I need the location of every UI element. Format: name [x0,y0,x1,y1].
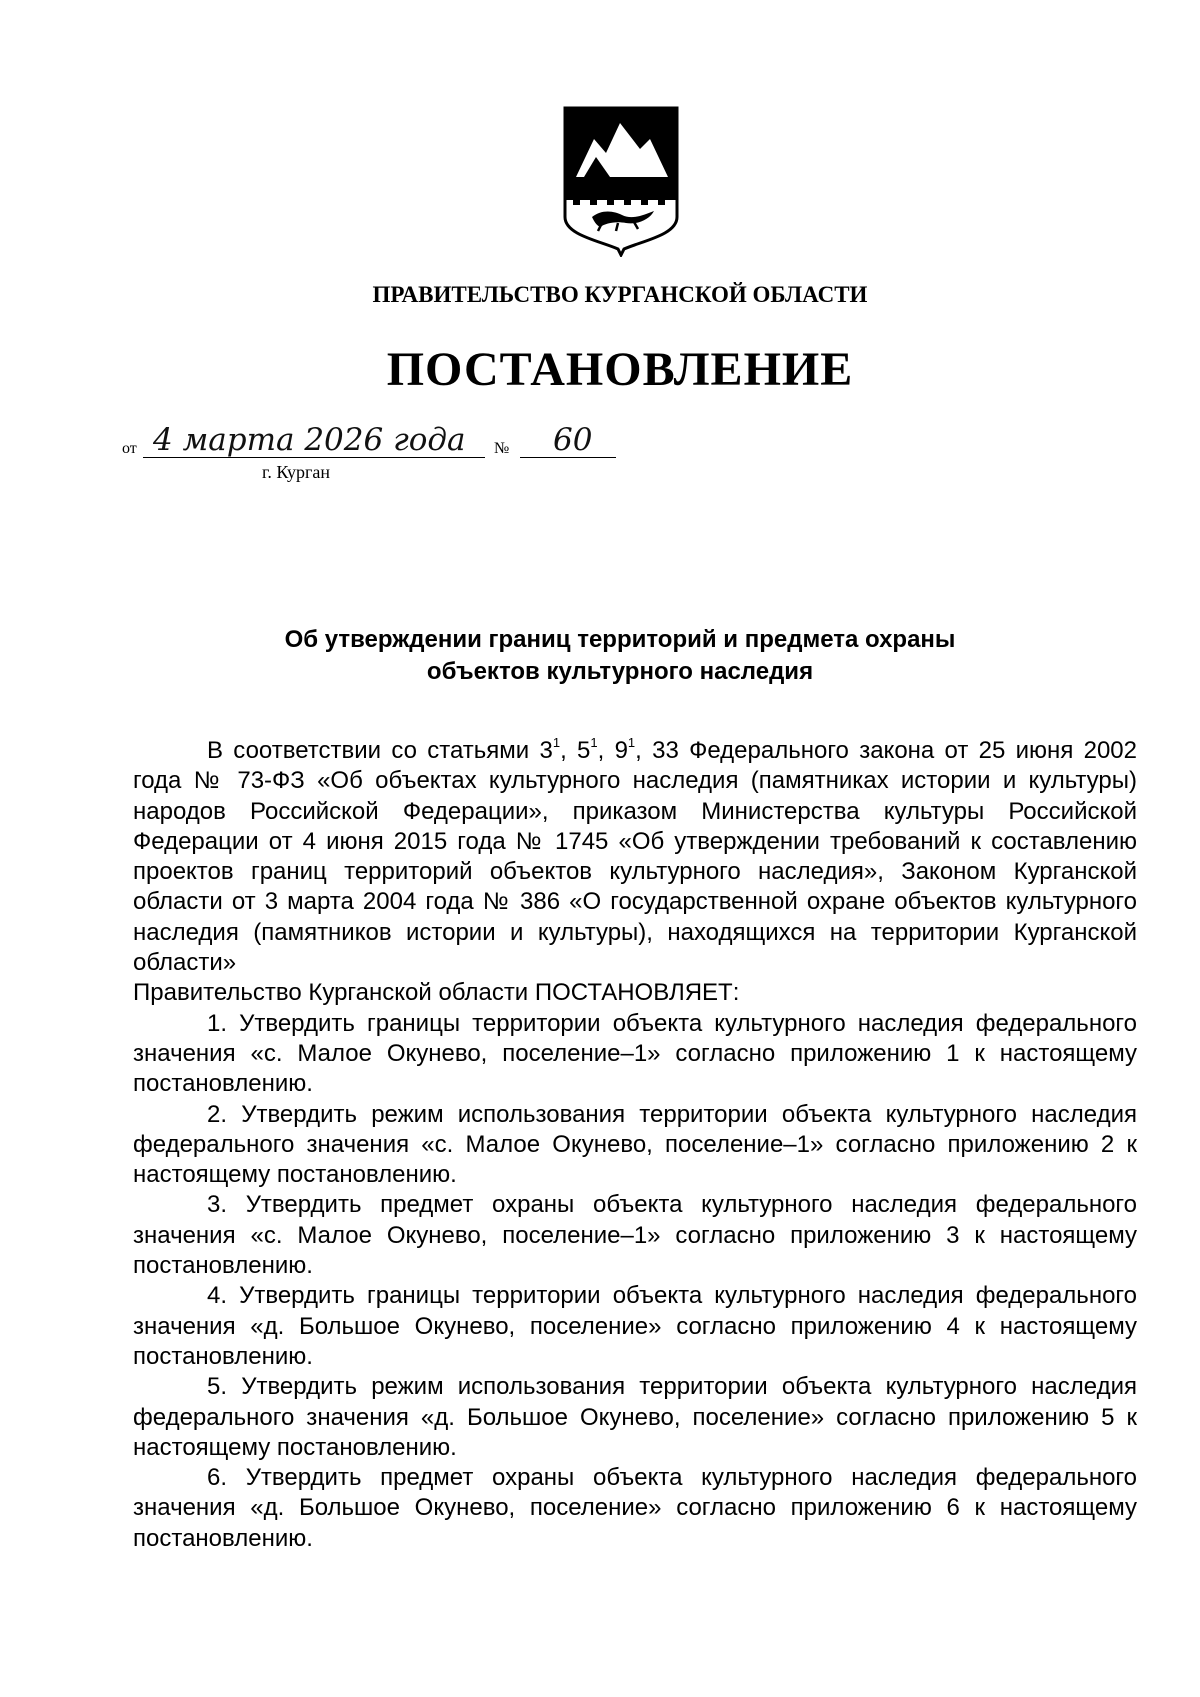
preamble-text-3: , 9 [597,737,628,764]
government-name: ПРАВИТЕЛЬСТВО КУРГАНСКОЙ ОБЛАСТИ [372,282,868,307]
handwritten-number: 60 [553,422,593,458]
page-title: ПОСТАНОВЛЕНИЕ [386,343,854,396]
preamble-text-1: В соответствии со статьями 3 [207,737,553,764]
city: г. Курган [262,462,331,482]
handwritten-date: 4 марта 2026 года [153,422,466,458]
superscript: 1 [590,735,598,750]
number-prefix: № [494,440,510,457]
list-item: 6. Утвердить предмет охраны объекта культурного наследия федерального значения «д. Большое Окунево, поселение» согласно приложению 6 к настоящему постановлению. [133,1464,1137,1552]
subject-line-2: объектов культурного наследия [426,658,814,685]
date-number-line [0,422,1200,486]
list-item: 1. Утвердить границы территории объекта культурного наследия федерального значения «с. Малое Окунево, поселение–1» согласно приложению 1 к настоящему постановлению. [133,1009,1137,1098]
resolution-statement: Правительство Курганской области ПОСТАНОВЛЯЕТ: [133,979,740,1007]
superscript: 1 [552,735,561,750]
subject-line-1: Об утверждении границ территорий и предмета охраны [284,626,956,653]
document-body [133,736,1137,1554]
preamble-text-2: , 5 [560,737,591,764]
date-prefix: от [122,440,137,457]
document-subject [0,624,1200,688]
preamble-text-4: , 33 Федерального закона от 25 июня 2002 года № 73-ФЗ «Об объектах культурного наследия (памятниках истории и культуры) народов Российской Федерации», приказом Министерства культуры Российской Федерации от 4 июня 2015 года № 1745 «Об утверждении требований к составлению проектов границ территорий объектов культурного наследия», Законом Курганской области от 3 марта 2004 года № 386 «О государственной охране объектов культурного наследия (памятников истории и культуры), находящихся на территории Курганской области» [133,737,1137,977]
superscript: 1 [627,735,636,750]
list-item: 3. Утвердить предмет охраны объекта культурного наследия федерального значения «с. Малое Окунево, поселение–1» согласно приложению 3 к настоящему постановлению. [133,1191,1137,1280]
preamble [133,736,1137,978]
list-item: 4. Утвердить границы территории объекта культурного наследия федерального значения «д. Большое Окунево, поселение» согласно приложению 4 к настоящему постановлению. [133,1282,1137,1370]
list-item: 2. Утвердить режим использования территории объекта культурного наследия федерального значения «с. Малое Окунево, поселение–1» согласно приложению 2 к настоящему постановлению. [133,1100,1137,1189]
list-item: 5. Утвердить режим использования территории объекта культурного наследия федерального значения «д. Большое Окунево, поселение» согласно приложению 5 к настоящему постановлению. [133,1373,1137,1461]
coat-of-arms-icon [562,105,680,257]
